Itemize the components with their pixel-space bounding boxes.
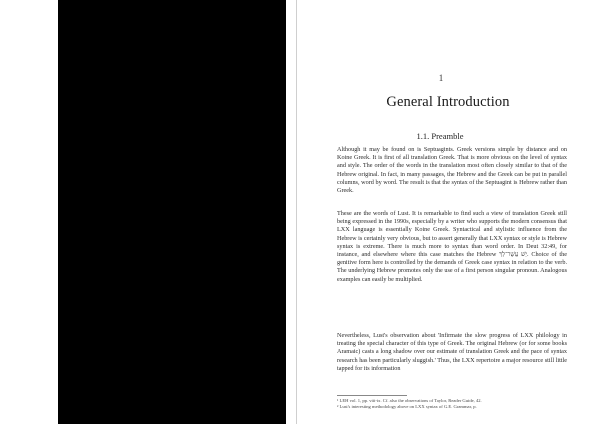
section-heading: 1.1. Preamble xyxy=(416,131,464,141)
body-paragraph: Nevertheless, Lust's observation about 'Infirmate the slow progress of LXX philology in treating the special character of this type of Greek. The original Hebrew (or for some books Aramaic) casts a long shadow over our estimate of translation Greek and the pace of syntax research has been particularly sluggish.' Thus, the LXX repertoire a major resource still little tapped for its information xyxy=(337,332,567,372)
footnote-rule xyxy=(337,395,407,396)
page-gutter xyxy=(286,0,308,424)
footnote: ¹ LEH vol. 1, pp. viii-ix. Cf. also the observations of Taylor, Reader Guide, 42. xyxy=(337,398,482,403)
gutter-line xyxy=(296,0,297,424)
body-paragraph: Although it may be found on is Septuagints. Greek versions simple by distance and on Koine Greek. It is first of all translation Greek. That is more obvious on the level of syntax and style. The order of the words in the translation most often closely similar to that of the Hebrew original. In fact, in many passages, the Hebrew and the Greek can be put in parallel columns, word by word. The result is that the syntax of the Septuagint is Hebrew rather than Greek. xyxy=(337,146,567,195)
footnote: ² Lust's interesting methodology above on LXX syntax of G.E. Grammar, p. xyxy=(337,404,477,409)
footnotes xyxy=(337,398,567,410)
left-page-margin xyxy=(0,0,58,424)
scan-shadow-block xyxy=(58,0,286,424)
body-paragraph: These are the words of Lust. It is remarkable to find such a view of translation Greek still being expressed in the 1990s, especially by a writer who supports the modern consensus that LXX language is essentially Koine Greek. Syntactical and stylistic influence from the Hebrew is certainly very obvious, but to assert generally that LXX syntax or style is Hebrew syntax is extreme. There is much more to syntax than word order. In Deut 32:49, for instance, and elsewhere where this case matches the Hebrew יֵשׁ עֲשֶׁר־לְךָ. Choice of the genitive form here is controlled by the demands of Greek case syntax in relation to the verb. The underlying Hebrew promotes only the use of a first person singular pronoun. Analogous examples can easily be multiplied. xyxy=(337,210,567,283)
chapter-number: 1 xyxy=(438,73,444,83)
chapter-title: General Introduction xyxy=(386,94,510,110)
